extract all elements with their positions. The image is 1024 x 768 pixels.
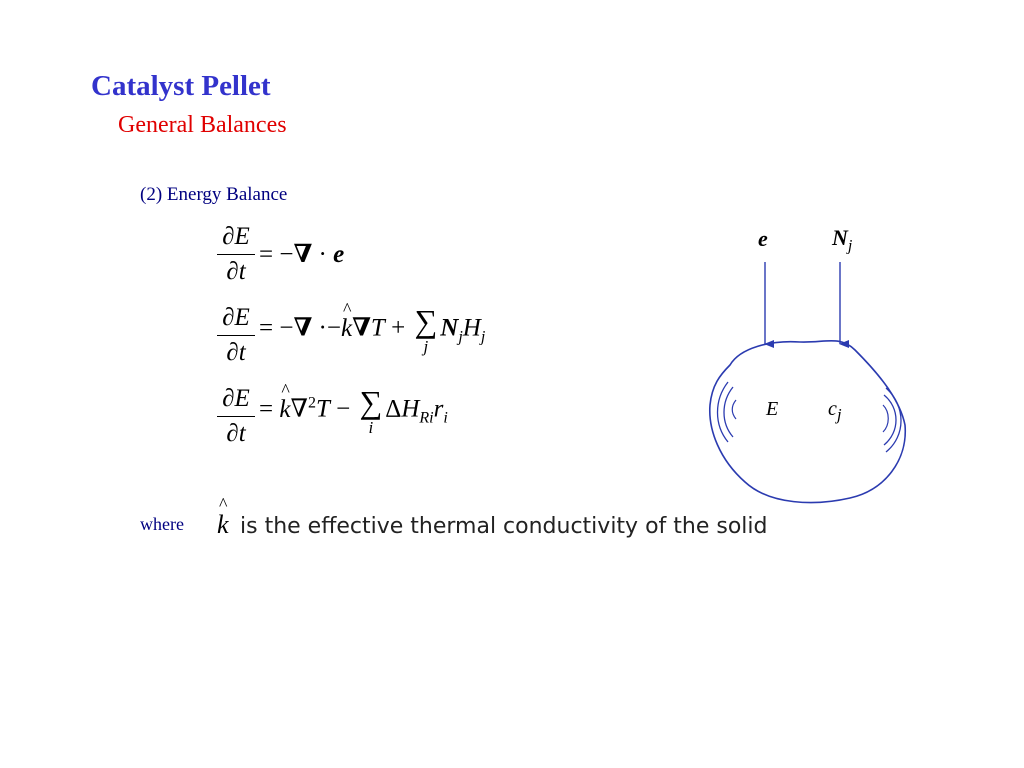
eq2-H-sub: j bbox=[480, 328, 486, 346]
eq2-rhs bbox=[259, 305, 485, 355]
eq3-r: r bbox=[433, 395, 444, 423]
diagram-energy-label: E bbox=[766, 398, 779, 420]
eq2-nabla: ∇ bbox=[293, 314, 313, 342]
eq3-square: 2 bbox=[307, 394, 316, 412]
diagram-flux-n: N bbox=[832, 225, 848, 250]
eq2-N: N bbox=[440, 314, 459, 342]
eq3-denominator: ∂t bbox=[226, 420, 246, 447]
eq3-T: T bbox=[315, 395, 330, 423]
eq3-khat: ^ k bbox=[279, 396, 290, 424]
pellet-diagram bbox=[700, 220, 920, 510]
right-inner-arc-small bbox=[883, 405, 888, 432]
eq3-H-sub: Ri bbox=[419, 409, 434, 427]
diagram-conc-sub: j bbox=[836, 405, 842, 424]
eq3-fraction bbox=[215, 384, 257, 449]
eq1-denominator: ∂t bbox=[226, 258, 246, 285]
where-label: where bbox=[140, 514, 184, 534]
eq3-numerator: ∂E bbox=[222, 385, 250, 412]
khat-letter: ^ k bbox=[217, 510, 229, 540]
diagram-concentration-label bbox=[828, 398, 842, 425]
eq2-sigma: ∑ bbox=[414, 303, 438, 339]
eq3-sum bbox=[359, 386, 382, 436]
eq2-N-sub: j bbox=[458, 328, 463, 346]
diagram-conc-c: c bbox=[828, 398, 837, 420]
eq3-r-sub: i bbox=[443, 409, 448, 427]
eq1-minus: − bbox=[279, 241, 294, 268]
eq3-sum-index: i bbox=[368, 418, 374, 437]
eq2-T: T bbox=[370, 314, 385, 342]
khat-symbol bbox=[217, 510, 229, 540]
eq1-flux-e: e bbox=[333, 241, 345, 268]
eq3-sigma: ∑ bbox=[359, 384, 383, 420]
eq2-H: H bbox=[462, 314, 481, 342]
eq3-laplacian: ∇ bbox=[290, 395, 308, 423]
diagram-flux-n-sub: j bbox=[847, 237, 853, 255]
eq1-nabla: ∇ bbox=[293, 241, 313, 268]
eq2-nabla-2: ∇ bbox=[352, 314, 371, 342]
eq1-fraction bbox=[215, 222, 257, 287]
eq3-delta: Δ bbox=[385, 395, 402, 423]
eq2-denominator: ∂t bbox=[226, 339, 246, 366]
left-inner-arc-mid bbox=[724, 387, 733, 437]
section-heading: (2) Energy Balance bbox=[140, 184, 288, 205]
eq3-H: H bbox=[401, 395, 420, 423]
left-inner-arc-outer bbox=[718, 382, 729, 442]
eq2-numerator: ∂E bbox=[222, 304, 250, 331]
definition-text: is the effective thermal conductivity of the solid bbox=[240, 514, 768, 539]
eq3-equals: = bbox=[259, 395, 274, 423]
right-inner-arc-mid bbox=[884, 395, 896, 445]
eq2-khat: ^ k bbox=[341, 315, 352, 343]
eq2-plus: + bbox=[391, 314, 406, 342]
eq2-sum-index: j bbox=[423, 337, 429, 356]
slide-subtitle: General Balances bbox=[118, 112, 287, 138]
eq3-minus: − bbox=[336, 395, 351, 423]
eq2-equals: = bbox=[259, 314, 274, 342]
eq1-dot: · bbox=[318, 241, 327, 268]
eq1-equals: = bbox=[259, 241, 274, 268]
eq3-rhs bbox=[259, 386, 448, 436]
eq2-minus: − bbox=[279, 314, 294, 342]
eq1-rhs bbox=[259, 239, 344, 269]
diagram-flux-e-label: e bbox=[758, 226, 768, 251]
eq2-dot-minus: ·− bbox=[318, 314, 341, 342]
eq2-sum bbox=[414, 305, 437, 355]
left-inner-arc-small bbox=[732, 400, 736, 419]
pellet-boundary bbox=[710, 341, 905, 503]
eq2-fraction bbox=[215, 303, 257, 368]
slide-title: Catalyst Pellet bbox=[91, 70, 271, 102]
eq1-numerator: ∂E bbox=[222, 223, 250, 250]
diagram-flux-n-label bbox=[832, 225, 852, 255]
